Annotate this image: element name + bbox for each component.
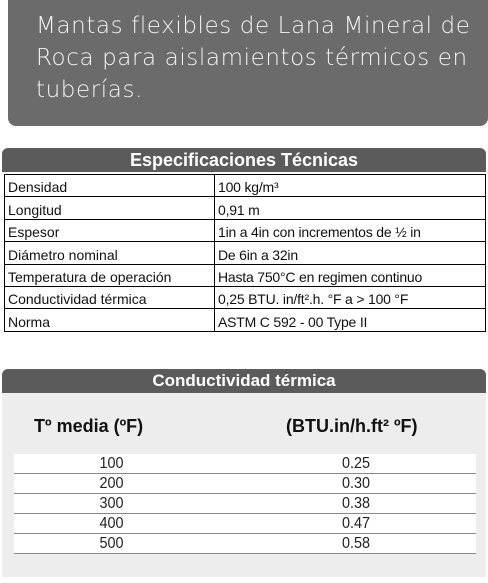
spec-label: Longitud [5, 197, 215, 219]
spec-label: Diámetro nominal [5, 242, 215, 264]
conductivity-value: 0.30 [341, 474, 371, 492]
spec-value: Hasta 750°C en regimen continuo [215, 264, 486, 286]
banner-title: Mantas flexibles de Lana Mineral de Roca para aislamientos térmicos en tuberías. [36, 13, 471, 103]
title-banner [8, 0, 488, 126]
spec-value: 1in a 4in con incrementos de ½ in [215, 219, 486, 241]
spec-value: De 6in a 32in [215, 242, 486, 264]
spec-value: 100 kg/m³ [215, 175, 486, 197]
table-row [5, 264, 486, 286]
specs-table [4, 174, 486, 332]
table-row [5, 286, 486, 308]
conductivity-value: 0.38 [341, 494, 371, 512]
column-header-conductivity: (BTU.in/h.ft² ºF) [286, 416, 418, 436]
column-header-temperature: Tº media (ºF) [34, 416, 144, 436]
conductivity-value: 0.47 [341, 514, 371, 532]
conductivity-panel [2, 393, 486, 577]
table-row [5, 219, 486, 241]
conductivity-value: 0.25 [341, 454, 371, 472]
temperature-value: 200 [99, 474, 124, 492]
table-row [5, 309, 486, 331]
spec-value: 0,91 m [215, 197, 486, 219]
temperature-value: 300 [99, 494, 124, 512]
conductivity-value: 0.58 [341, 534, 371, 552]
table-row [5, 175, 486, 197]
conductivity-header: Conductividad térmica [2, 369, 486, 393]
specs-header: Especificaciones Técnicas [2, 148, 486, 172]
table-row [14, 494, 476, 514]
spec-label: Conductividad térmica [5, 286, 215, 308]
conductivity-rows [14, 454, 476, 554]
temperature-value: 100 [99, 454, 124, 472]
table-row [14, 474, 476, 494]
temperature-value: 500 [99, 534, 124, 552]
table-row [14, 514, 476, 534]
table-row [5, 242, 486, 264]
spec-value: 0,25 BTU. in/ft².h. °F a > 100 °F [215, 286, 486, 308]
spec-label: Densidad [5, 175, 215, 197]
table-row [5, 197, 486, 219]
spec-label: Norma [5, 309, 215, 331]
table-row [14, 454, 476, 474]
spec-value: ASTM C 592 - 00 Type II [215, 309, 486, 331]
spec-label: Espesor [5, 219, 215, 241]
table-row [14, 534, 476, 554]
spec-label: Temperatura de operación [5, 264, 215, 286]
temperature-value: 400 [99, 514, 124, 532]
